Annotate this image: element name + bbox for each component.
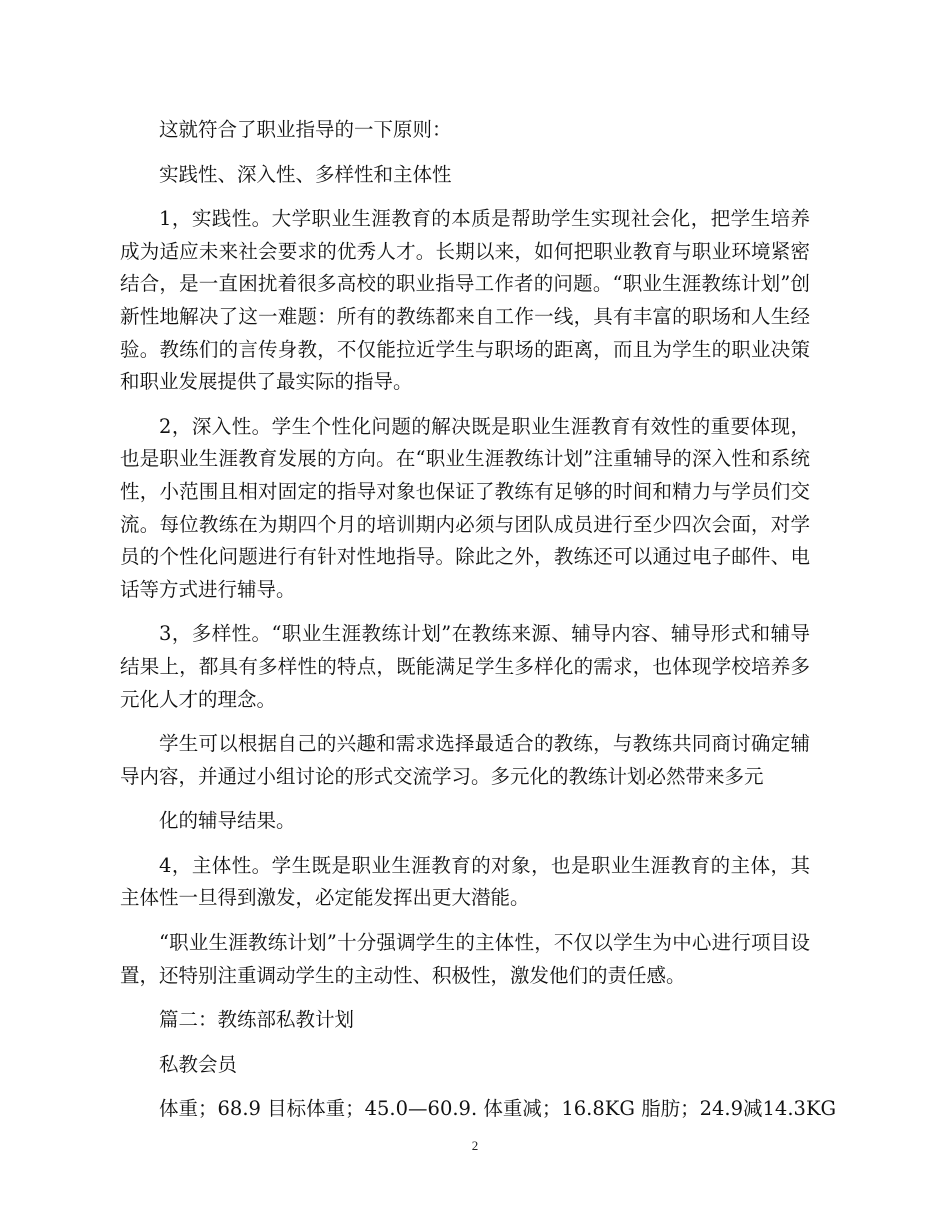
paragraph-practicality: 1，实践性。大学职业生涯教育的本质是帮助学生实现社会化，把学生培养成为适应未来社会要求的优秀人才。长期以来，如何把职业教育与职业环境紧密结合，是一直困扰着很多高校的职业指导工作者的问题。“职业生涯教练计划”创新性地解决了这一难题：所有的教练都来自工作一线，具有丰富的职场和人生经验。教练们的言传身教，不仅能拉近学生与职场的距离，而且为学生的职业决策和职业发展提供了最实际的指导。 <box>120 207 810 394</box>
paragraph-intro: 这就符合了职业指导的一下原则： <box>159 118 452 141</box>
paragraph-weight-stats: 体重；68.9 目标体重；45.0—60.9. 体重减；16.8KG 脂肪；24.9减14.3KG <box>159 1097 837 1121</box>
paragraph-diverse-results: 化的辅导结果。 <box>159 809 296 833</box>
document-body <box>120 114 837 1138</box>
paragraph-depth: 2，深入性。学生个性化问题的解决既是职业生涯教育有效性的重要体现，也是职业生涯教育发展的方向。在“职业生涯教练计划”注重辅导的深入性和系统性，小范围且相对固定的指导对象也保证了教练有足够的时间和精力与学员们交流。每位教练在为期四个月的培训期内必须与团队成员进行至少四次会面，对学员的个性化问题进行有针对性地指导。除此之外，教练还可以通过电子邮件、电话等方式进行辅导。 <box>120 414 810 601</box>
paragraph-private-member: 私教会员 <box>159 1052 238 1076</box>
paragraph-subjectivity: 4，主体性。学生既是职业生涯教育的对象，也是职业生涯教育的主体，其主体性一旦得到激发，必定能发挥出更大潜能。 <box>120 853 810 910</box>
paragraph-diversity: 3，多样性。“职业生涯教练计划”在教练来源、辅导内容、辅导形式和辅导结果上，都具有多样性的特点，既能满足学生多样化的需求，也体现学校培养多元化人才的理念。 <box>120 622 810 711</box>
page-number: 2 <box>471 1138 479 1153</box>
section-heading-part-two: 篇二：教练部私教计划 <box>159 1008 355 1032</box>
paragraph-principles: 实践性、深入性、多样性和主体性 <box>159 162 452 186</box>
paragraph-student-centered: “职业生涯教练计划”十分强调学生的主体性，不仅以学生为中心进行项目设置，还特别注重调动学生的主动性、积极性，激发他们的责任感。 <box>120 931 810 987</box>
paragraph-student-choice: 学生可以根据自己的兴趣和需求选择最适合的教练，与教练共同商讨确定辅导内容，并通过小组讨论的形式交流学习。多元化的教练计划必然带来多元 <box>120 732 810 788</box>
